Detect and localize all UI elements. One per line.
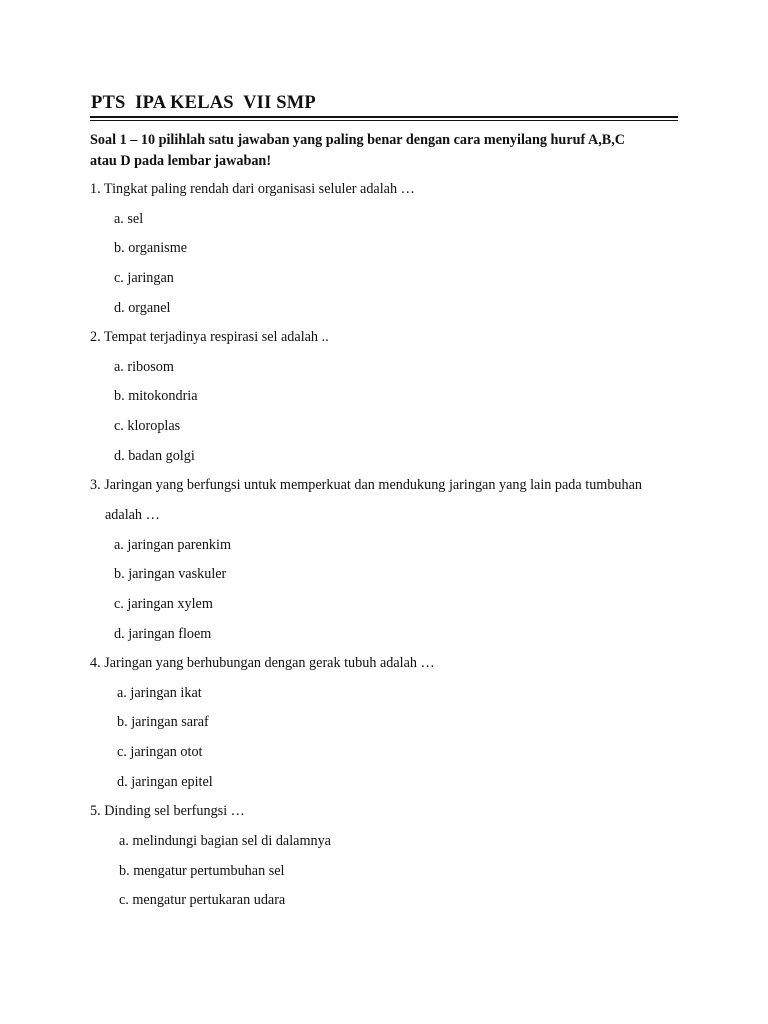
question-2-option-d: d. badan golgi (114, 448, 195, 464)
question-2-option-a: a. ribosom (114, 359, 174, 375)
question-2-option-c: c. kloroplas (114, 418, 181, 434)
question-3: 3. Jaringan yang berfungsi untuk memperkuat dan mendukung jaringan yang lain pada tumbuhan (90, 477, 642, 493)
question-1: 1. Tingkat paling rendah dari organisasi seluler adalah … (90, 181, 415, 197)
question-1-option-d: d. organel (114, 300, 171, 316)
question-3-option-a: a. jaringan parenkim (114, 537, 231, 553)
question-3-option-b: b. jaringan vaskuler (114, 566, 227, 582)
question-1-option-b: b. organisme (114, 240, 188, 256)
question-2: 2. Tempat terjadinya respirasi sel adalah .. (90, 329, 329, 345)
question-3-option-c: c. jaringan xylem (114, 596, 213, 612)
question-4-option-d: d. jaringan epitel (117, 774, 213, 790)
question-5-option-c: c. mengatur pertukaran udara (119, 892, 286, 908)
question-5-option-b: b. mengatur pertumbuhan sel (119, 863, 285, 879)
instruction-line-2: atau D pada lembar jawaban! (90, 153, 272, 169)
question-4-option-b: b. jaringan saraf (117, 714, 209, 730)
question-3-continuation: adalah … (105, 507, 160, 523)
question-4-option-c: c. jaringan otot (117, 744, 203, 760)
question-5: 5. Dinding sel berfungsi … (90, 803, 245, 819)
question-1-option-c: c. jaringan (114, 270, 174, 286)
question-4-option-a: a. jaringan ikat (117, 685, 202, 701)
question-3-option-d: d. jaringan floem (114, 626, 212, 642)
question-5-option-a: a. melindungi bagian sel di dalamnya (119, 833, 331, 849)
instruction-line-1: Soal 1 – 10 pilihlah satu jawaban yang paling benar dengan cara menyilang huruf A,B,C (90, 132, 626, 148)
question-4: 4. Jaringan yang berhubungan dengan gerak tubuh adalah … (90, 655, 435, 671)
page-title: PTS IPA KELAS VII SMP (91, 93, 316, 113)
title-rule-thick (90, 116, 678, 118)
title-rule-thin (90, 120, 678, 121)
question-2-option-b: b. mitokondria (114, 388, 198, 404)
question-1-option-a: a. sel (114, 211, 144, 227)
